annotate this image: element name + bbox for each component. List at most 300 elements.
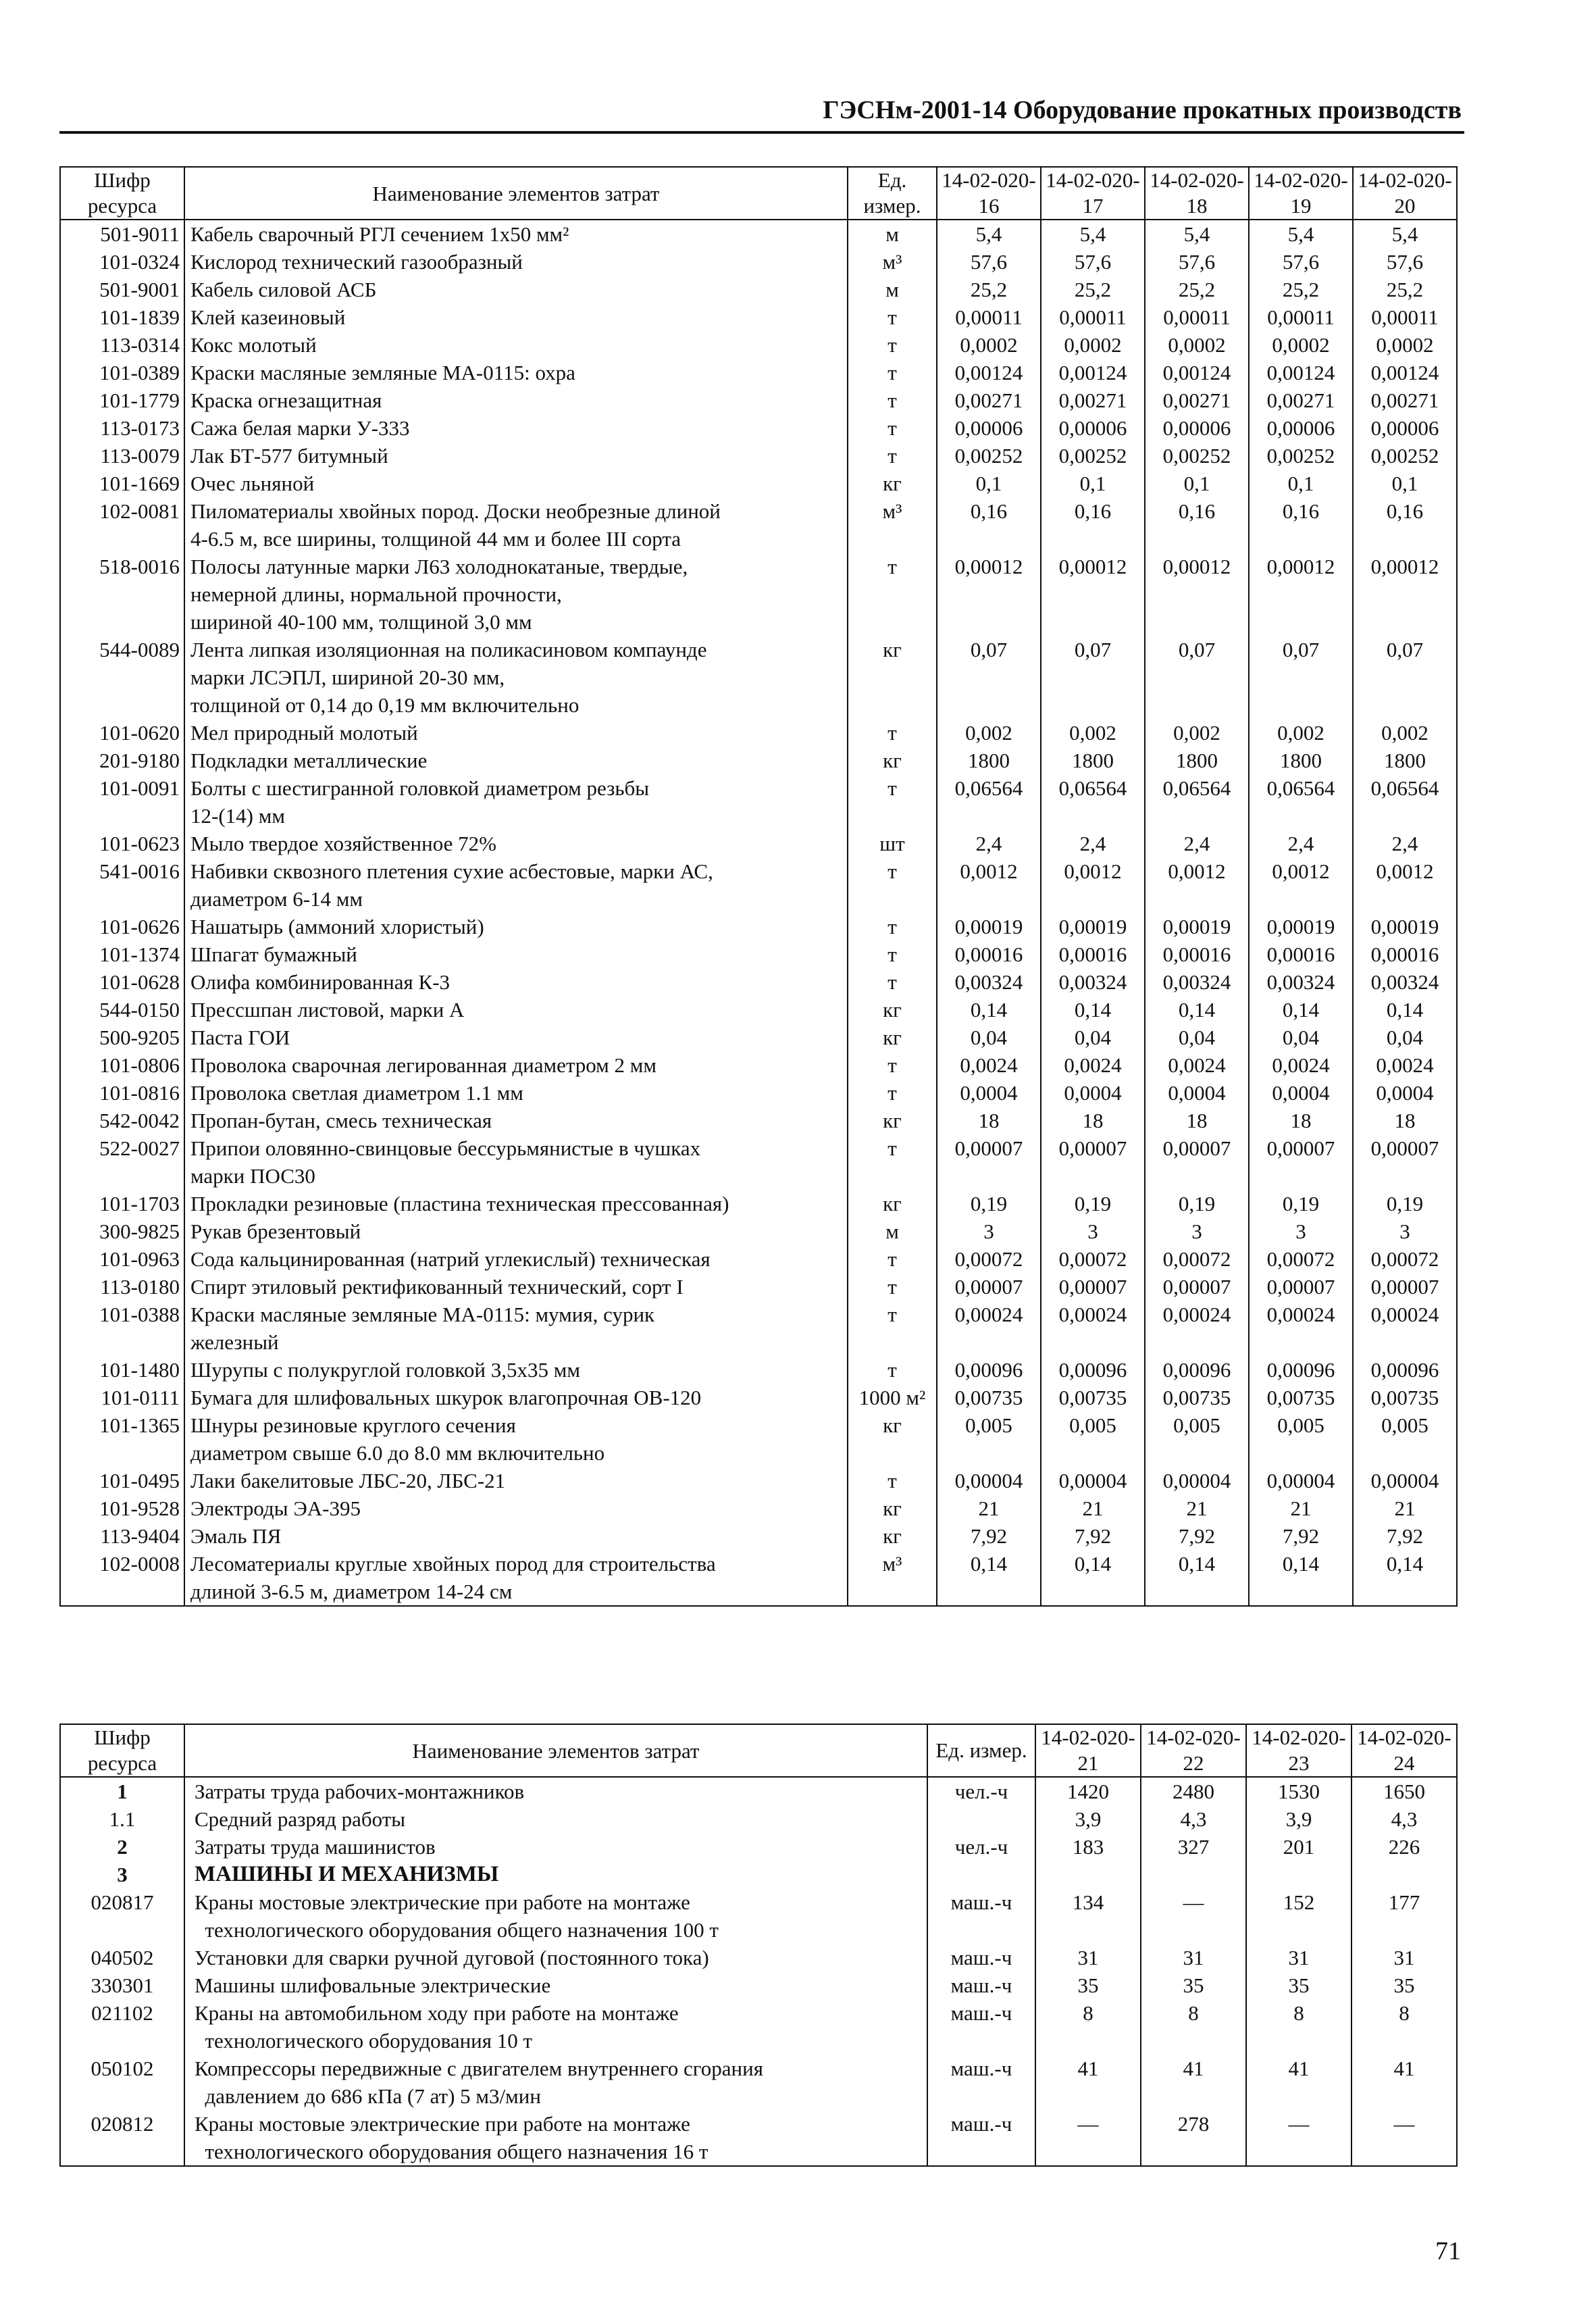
- value-cell: 0,07: [1353, 636, 1457, 719]
- table-row: [60, 497, 1457, 553]
- value-cell: 0,00007: [937, 1273, 1041, 1301]
- value-cell: 3: [1145, 1217, 1249, 1245]
- table-row: [60, 1107, 1457, 1134]
- resource-code: 102-0081: [60, 497, 184, 553]
- value-cell: —: [1246, 2110, 1352, 2166]
- value-cell: 21: [937, 1494, 1041, 1522]
- table-row: [60, 1971, 1457, 1999]
- value-cell: 8: [1246, 1999, 1352, 2055]
- unit-cell: т: [848, 1301, 937, 1356]
- resource-code: 101-0111: [60, 1384, 184, 1411]
- unit-cell: т: [848, 1134, 937, 1190]
- value-cell: 0,00016: [1249, 940, 1353, 968]
- value-cell: 7,92: [1353, 1522, 1457, 1550]
- header-unit: Ед. измер.: [927, 1724, 1035, 1777]
- table-row: [60, 1245, 1457, 1273]
- value-cell: 21: [1145, 1494, 1249, 1522]
- header-col: 14-02-020-22: [1141, 1724, 1246, 1777]
- cost-element-name: Лесоматериалы круглые хвойных пород для строительства длиной 3-6.5 м, диаметром 14-24 см: [184, 1550, 848, 1606]
- value-cell: 0,00004: [1249, 1467, 1353, 1494]
- page-header-title: ГЭСНм-2001-14 Оборудование прокатных производств: [823, 96, 1462, 124]
- cost-element-name: Лента липкая изоляционная на поликасиновом компаунде марки ЛСЭПЛ, шириной 20-30 мм, толщиной от 0,14 до 0,19 мм включительно: [184, 636, 848, 719]
- cost-element-name: Олифа комбинированная К-3: [184, 968, 848, 996]
- unit-cell: кг: [848, 1107, 937, 1134]
- table-row: [60, 414, 1457, 442]
- value-cell: 2,4: [1353, 830, 1457, 857]
- value-cell: 25,2: [1145, 276, 1249, 303]
- value-cell: 5,4: [1145, 220, 1249, 248]
- value-cell: 0,00072: [937, 1245, 1041, 1273]
- value-cell: [1352, 1861, 1457, 1888]
- table-row: [60, 996, 1457, 1024]
- value-cell: 0,0024: [937, 1051, 1041, 1079]
- resource-code: 021102: [60, 1999, 184, 2055]
- table-row: [60, 1805, 1457, 1833]
- value-cell: 57,6: [937, 248, 1041, 276]
- value-cell: 0,0004: [937, 1079, 1041, 1107]
- resource-code: 101-0806: [60, 1051, 184, 1079]
- value-cell: 0,00006: [1353, 414, 1457, 442]
- resource-code: 113-0180: [60, 1273, 184, 1301]
- value-cell: 0,00004: [1353, 1467, 1457, 1494]
- unit-cell: т: [848, 857, 937, 913]
- value-cell: 2,4: [1249, 830, 1353, 857]
- value-cell: 0,0012: [1041, 857, 1145, 913]
- value-cell: 0,00271: [1353, 386, 1457, 414]
- cost-element-name: Полосы латунные марки Л63 холоднокатаные, твердые, немерной длины, нормальной прочности, шириной 40-100 мм, толщиной 3,0 мм: [184, 553, 848, 636]
- header-col: 14-02-020-16: [937, 167, 1041, 220]
- value-cell: 0,005: [937, 1411, 1041, 1467]
- value-cell: 0,04: [1145, 1024, 1249, 1051]
- value-cell: [1246, 1861, 1352, 1888]
- cost-element-name: Нашатырь (аммоний хлористый): [184, 913, 848, 940]
- value-cell: 7,92: [1041, 1522, 1145, 1550]
- value-cell: 0,14: [1041, 1550, 1145, 1606]
- resource-code: 542-0042: [60, 1107, 184, 1134]
- cost-element-name: Проволока сварочная легированная диаметром 2 мм: [184, 1051, 848, 1079]
- value-cell: 0,00011: [1249, 303, 1353, 331]
- value-cell: 0,14: [1041, 996, 1145, 1024]
- unit-cell: кг: [848, 1411, 937, 1467]
- value-cell: 0,00004: [1041, 1467, 1145, 1494]
- value-cell: 0,00096: [1353, 1356, 1457, 1384]
- value-cell: 25,2: [1041, 276, 1145, 303]
- value-cell: 0,0012: [937, 857, 1041, 913]
- resource-code: 101-0388: [60, 1301, 184, 1356]
- value-cell: 0,0002: [1249, 331, 1353, 359]
- value-cell: 0,14: [1249, 1550, 1353, 1606]
- value-cell: 35: [1352, 1971, 1457, 1999]
- value-cell: 0,00019: [1041, 913, 1145, 940]
- unit-cell: кг: [848, 470, 937, 497]
- resource-code: 544-0089: [60, 636, 184, 719]
- unit-cell: т: [848, 1245, 937, 1273]
- value-cell: 0,1: [1145, 470, 1249, 497]
- table-row: [60, 276, 1457, 303]
- value-cell: 0,00007: [1145, 1273, 1249, 1301]
- resource-code: 101-0623: [60, 830, 184, 857]
- value-cell: 183: [1035, 1833, 1141, 1861]
- value-cell: 0,00735: [937, 1384, 1041, 1411]
- value-cell: 0,00252: [937, 442, 1041, 470]
- table-row: [60, 1273, 1457, 1301]
- cost-element-name: Шурупы с полукруглой головкой 3,5х35 мм: [184, 1356, 848, 1384]
- value-cell: 0,16: [1353, 497, 1457, 553]
- unit-cell: т: [848, 1467, 937, 1494]
- value-cell: 1530: [1246, 1777, 1352, 1805]
- header-name: Наименование элементов затрат: [184, 167, 848, 220]
- value-cell: 0,00024: [1041, 1301, 1145, 1356]
- value-cell: 0,0004: [1249, 1079, 1353, 1107]
- table-row: [60, 303, 1457, 331]
- value-cell: 0,005: [1249, 1411, 1353, 1467]
- unit-cell: чел.-ч: [927, 1777, 1035, 1805]
- table-row: [60, 1217, 1457, 1245]
- table-row: [60, 1356, 1457, 1384]
- resource-code: 101-1374: [60, 940, 184, 968]
- value-cell: 0,00271: [1249, 386, 1353, 414]
- cost-element-name: Затраты труда рабочих-монтажников: [184, 1777, 927, 1805]
- value-cell: 177: [1352, 1888, 1457, 1944]
- value-cell: 25,2: [1353, 276, 1457, 303]
- resource-code: 113-0079: [60, 442, 184, 470]
- cost-element-name: Лак БТ-577 битумный: [184, 442, 848, 470]
- value-cell: 57,6: [1041, 248, 1145, 276]
- value-cell: 0,00271: [1041, 386, 1145, 414]
- value-cell: 4,3: [1141, 1805, 1246, 1833]
- resource-code: 500-9205: [60, 1024, 184, 1051]
- value-cell: 0,00006: [1145, 414, 1249, 442]
- cost-element-name: Краны мостовые электрические при работе на монтаже технологического оборудования общего назначения 100 т: [184, 1888, 927, 1944]
- value-cell: 0,00016: [1353, 940, 1457, 968]
- value-cell: 0,0002: [1041, 331, 1145, 359]
- cost-element-name: Болты с шестигранной головкой диаметром резьбы 12-(14) мм: [184, 774, 848, 830]
- header-col: 14-02-020-24: [1352, 1724, 1457, 1777]
- unit-cell: шт: [848, 830, 937, 857]
- value-cell: 25,2: [1249, 276, 1353, 303]
- cost-element-name: Сажа белая марки У-333: [184, 414, 848, 442]
- resource-code: 522-0027: [60, 1134, 184, 1190]
- unit-cell: т: [848, 1273, 937, 1301]
- header-code: Шифр ресурса: [60, 1724, 184, 1777]
- resource-code: 2: [60, 1833, 184, 1861]
- value-cell: 0,00735: [1041, 1384, 1145, 1411]
- value-cell: 5,4: [1249, 220, 1353, 248]
- unit-cell: т: [848, 359, 937, 386]
- value-cell: 0,00007: [937, 1134, 1041, 1190]
- resource-code: 101-0628: [60, 968, 184, 996]
- value-cell: 41: [1035, 2055, 1141, 2110]
- unit-cell: кг: [848, 1522, 937, 1550]
- machines-table: [59, 1724, 1458, 2167]
- value-cell: 57,6: [1353, 248, 1457, 276]
- cost-element-name: Установки для сварки ручной дуговой (постоянного тока): [184, 1944, 927, 1971]
- value-cell: 2,4: [1145, 830, 1249, 857]
- table-row: [60, 719, 1457, 747]
- value-cell: 0,06564: [1249, 774, 1353, 830]
- unit-cell: маш.-ч: [927, 2055, 1035, 2110]
- value-cell: 0,1: [937, 470, 1041, 497]
- value-cell: 327: [1141, 1833, 1246, 1861]
- table-row: [60, 1494, 1457, 1522]
- value-cell: 0,06564: [937, 774, 1041, 830]
- table-row: [60, 1777, 1457, 1805]
- value-cell: 0,00007: [1353, 1134, 1457, 1190]
- value-cell: 0,04: [1353, 1024, 1457, 1051]
- cost-element-name: Лаки бакелитовые ЛБС-20, ЛБС-21: [184, 1467, 848, 1494]
- cost-element-name: Набивки сквозного плетения сухие асбестовые, марки АС, диаметром 6-14 мм: [184, 857, 848, 913]
- resource-code: 040502: [60, 1944, 184, 1971]
- value-cell: 0,002: [1145, 719, 1249, 747]
- value-cell: 0,00007: [1249, 1134, 1353, 1190]
- value-cell: 0,00019: [1353, 913, 1457, 940]
- value-cell: 0,04: [1249, 1024, 1353, 1051]
- value-cell: 0,14: [1145, 996, 1249, 1024]
- unit-cell: кг: [848, 996, 937, 1024]
- unit-cell: м: [848, 220, 937, 248]
- value-cell: 0,00252: [1145, 442, 1249, 470]
- value-cell: 0,14: [1353, 996, 1457, 1024]
- table-row: [60, 1301, 1457, 1356]
- value-cell: 57,6: [1145, 248, 1249, 276]
- resource-code: 541-0016: [60, 857, 184, 913]
- table-row: [60, 359, 1457, 386]
- cost-element-name: Шнуры резиновые круглого сечения диаметром свыше 6.0 до 8.0 мм включительно: [184, 1411, 848, 1467]
- value-cell: 0,00011: [937, 303, 1041, 331]
- cost-element-name: Проволока светлая диаметром 1.1 мм: [184, 1079, 848, 1107]
- value-cell: 0,07: [1145, 636, 1249, 719]
- value-cell: 0,00007: [1145, 1134, 1249, 1190]
- value-cell: 0,16: [1249, 497, 1353, 553]
- value-cell: 0,16: [937, 497, 1041, 553]
- unit-cell: т: [848, 774, 937, 830]
- cost-element-name: Сода кальцинированная (натрий углекислый) техническая: [184, 1245, 848, 1273]
- resource-code: 501-9001: [60, 276, 184, 303]
- value-cell: 0,0004: [1353, 1079, 1457, 1107]
- unit-cell: м³: [848, 1550, 937, 1606]
- resource-code: 1.1: [60, 1805, 184, 1833]
- value-cell: 3: [1041, 1217, 1145, 1245]
- unit-cell: т: [848, 553, 937, 636]
- value-cell: 278: [1141, 2110, 1246, 2166]
- value-cell: 0,00006: [937, 414, 1041, 442]
- cost-element-name: Кабель сварочный РГЛ сечением 1х50 мм²: [184, 220, 848, 248]
- value-cell: [1141, 1861, 1246, 1888]
- resource-code: 050102: [60, 2055, 184, 2110]
- table-row: [60, 1051, 1457, 1079]
- cost-element-name: Паста ГОИ: [184, 1024, 848, 1051]
- value-cell: 1800: [1145, 747, 1249, 774]
- table-row: [60, 857, 1457, 913]
- value-cell: 0,00004: [1145, 1467, 1249, 1494]
- resource-code: 020812: [60, 2110, 184, 2166]
- value-cell: 0,0002: [1145, 331, 1249, 359]
- value-cell: 57,6: [1249, 248, 1353, 276]
- value-cell: 0,0012: [1249, 857, 1353, 913]
- resource-code: 101-1480: [60, 1356, 184, 1384]
- cost-element-name: МАШИНЫ И МЕХАНИЗМЫ: [184, 1861, 927, 1888]
- value-cell: 3,9: [1246, 1805, 1352, 1833]
- value-cell: 0,00024: [1249, 1301, 1353, 1356]
- value-cell: 18: [937, 1107, 1041, 1134]
- unit-cell: маш.-ч: [927, 1971, 1035, 1999]
- cost-element-name: Затраты труда машинистов: [184, 1833, 927, 1861]
- cost-element-name: Мыло твердое хозяйственное 72%: [184, 830, 848, 857]
- value-cell: 0,00271: [937, 386, 1041, 414]
- value-cell: 0,14: [1353, 1550, 1457, 1606]
- value-cell: 0,07: [937, 636, 1041, 719]
- value-cell: 0,19: [1353, 1190, 1457, 1217]
- resource-code: 101-1669: [60, 470, 184, 497]
- value-cell: 0,00019: [1145, 913, 1249, 940]
- value-cell: 5,4: [1353, 220, 1457, 248]
- resource-code: 1: [60, 1777, 184, 1805]
- cost-element-name: Бумага для шлифовальных шкурок влагопрочная ОВ-120: [184, 1384, 848, 1411]
- table-row: [60, 1190, 1457, 1217]
- resource-code: 201-9180: [60, 747, 184, 774]
- value-cell: 41: [1352, 2055, 1457, 2110]
- unit-cell: т: [848, 414, 937, 442]
- cost-element-name: Подкладки металлические: [184, 747, 848, 774]
- unit-cell: т: [848, 331, 937, 359]
- value-cell: 35: [1035, 1971, 1141, 1999]
- value-cell: 0,00324: [1353, 968, 1457, 996]
- value-cell: 31: [1246, 1944, 1352, 1971]
- table-row: [60, 1384, 1457, 1411]
- unit-cell: т: [848, 386, 937, 414]
- table-row: [60, 968, 1457, 996]
- table-row: [60, 2110, 1457, 2166]
- value-cell: 18: [1041, 1107, 1145, 1134]
- value-cell: 0,00007: [1041, 1134, 1145, 1190]
- value-cell: 0,07: [1249, 636, 1353, 719]
- value-cell: 4,3: [1352, 1805, 1457, 1833]
- unit-cell: т: [848, 940, 937, 968]
- table-row: [60, 2055, 1457, 2110]
- value-cell: [1035, 1861, 1141, 1888]
- value-cell: 0,16: [1145, 497, 1249, 553]
- value-cell: 3: [937, 1217, 1041, 1245]
- unit-cell: т: [848, 913, 937, 940]
- value-cell: 0,00096: [937, 1356, 1041, 1384]
- value-cell: 0,04: [1041, 1024, 1145, 1051]
- value-cell: 1420: [1035, 1777, 1141, 1805]
- unit-cell: т: [848, 968, 937, 996]
- value-cell: 0,0004: [1145, 1079, 1249, 1107]
- cost-element-name: Мел природный молотый: [184, 719, 848, 747]
- value-cell: 0,002: [1249, 719, 1353, 747]
- table-row: [60, 248, 1457, 276]
- value-cell: 0,00072: [1145, 1245, 1249, 1273]
- value-cell: 0,00012: [1249, 553, 1353, 636]
- cost-element-name: Рукав брезентовый: [184, 1217, 848, 1245]
- value-cell: 0,06564: [1353, 774, 1457, 830]
- value-cell: 0,0024: [1145, 1051, 1249, 1079]
- header-col: 14-02-020-21: [1035, 1724, 1141, 1777]
- value-cell: 0,00012: [937, 553, 1041, 636]
- cost-element-name: Машины шлифовальные электрические: [184, 1971, 927, 1999]
- value-cell: 0,00096: [1041, 1356, 1145, 1384]
- table-row: [60, 830, 1457, 857]
- unit-cell: кг: [848, 1024, 937, 1051]
- value-cell: 0,1: [1249, 470, 1353, 497]
- value-cell: —: [1035, 2110, 1141, 2166]
- value-cell: 0,0002: [937, 331, 1041, 359]
- table-row: [60, 940, 1457, 968]
- value-cell: 7,92: [1249, 1522, 1353, 1550]
- value-cell: 8: [1141, 1999, 1246, 2055]
- resource-code: 330301: [60, 1971, 184, 1999]
- unit-cell: т: [848, 1356, 937, 1384]
- value-cell: 21: [1041, 1494, 1145, 1522]
- unit-cell: 1000 м²: [848, 1384, 937, 1411]
- value-cell: 2480: [1141, 1777, 1246, 1805]
- cost-element-name: Спирт этиловый ректификованный технический, сорт I: [184, 1273, 848, 1301]
- value-cell: 0,00124: [937, 359, 1041, 386]
- value-cell: 3: [1353, 1217, 1457, 1245]
- value-cell: 0,0012: [1353, 857, 1457, 913]
- value-cell: 0,14: [1249, 996, 1353, 1024]
- unit-cell: кг: [848, 1494, 937, 1522]
- table-row: [60, 220, 1457, 248]
- value-cell: 0,19: [1041, 1190, 1145, 1217]
- value-cell: 0,00016: [937, 940, 1041, 968]
- table-row: [60, 553, 1457, 636]
- resource-code: 101-0620: [60, 719, 184, 747]
- unit-cell: т: [848, 303, 937, 331]
- value-cell: 0,14: [1145, 1550, 1249, 1606]
- value-cell: 0,00004: [937, 1467, 1041, 1494]
- value-cell: 0,00735: [1353, 1384, 1457, 1411]
- cost-element-name: Кислород технический газообразный: [184, 248, 848, 276]
- value-cell: 25,2: [937, 276, 1041, 303]
- value-cell: 0,005: [1041, 1411, 1145, 1467]
- value-cell: 0,00252: [1249, 442, 1353, 470]
- table-row: [60, 386, 1457, 414]
- resource-code: 101-0091: [60, 774, 184, 830]
- value-cell: 21: [1353, 1494, 1457, 1522]
- value-cell: 41: [1141, 2055, 1246, 2110]
- table-row: [60, 470, 1457, 497]
- table-row: [60, 774, 1457, 830]
- resource-code: 101-0389: [60, 359, 184, 386]
- header-col: 14-02-020-17: [1041, 167, 1145, 220]
- header-col: 14-02-020-18: [1145, 167, 1249, 220]
- value-cell: 0,00252: [1041, 442, 1145, 470]
- value-cell: 0,00012: [1145, 553, 1249, 636]
- value-cell: 0,00072: [1353, 1245, 1457, 1273]
- cost-element-name: Кабель силовой АСБ: [184, 276, 848, 303]
- cost-element-name: Очес льняной: [184, 470, 848, 497]
- value-cell: 1650: [1352, 1777, 1457, 1805]
- value-cell: 3: [1249, 1217, 1353, 1245]
- value-cell: 2,4: [1041, 830, 1145, 857]
- page-number: 71: [1435, 2237, 1461, 2265]
- value-cell: 0,00072: [1041, 1245, 1145, 1273]
- value-cell: 1800: [1353, 747, 1457, 774]
- value-cell: 0,00011: [1353, 303, 1457, 331]
- value-cell: 0,16: [1041, 497, 1145, 553]
- table-row: [60, 331, 1457, 359]
- header-unit: Ед. измер.: [848, 167, 937, 220]
- cost-element-name: Пропан-бутан, смесь техническая: [184, 1107, 848, 1134]
- table-row: [60, 1079, 1457, 1107]
- value-cell: 0,00324: [1041, 968, 1145, 996]
- value-cell: 0,00012: [1041, 553, 1145, 636]
- resource-code: 113-0314: [60, 331, 184, 359]
- resources-table: [59, 166, 1458, 1607]
- value-cell: 0,00024: [937, 1301, 1041, 1356]
